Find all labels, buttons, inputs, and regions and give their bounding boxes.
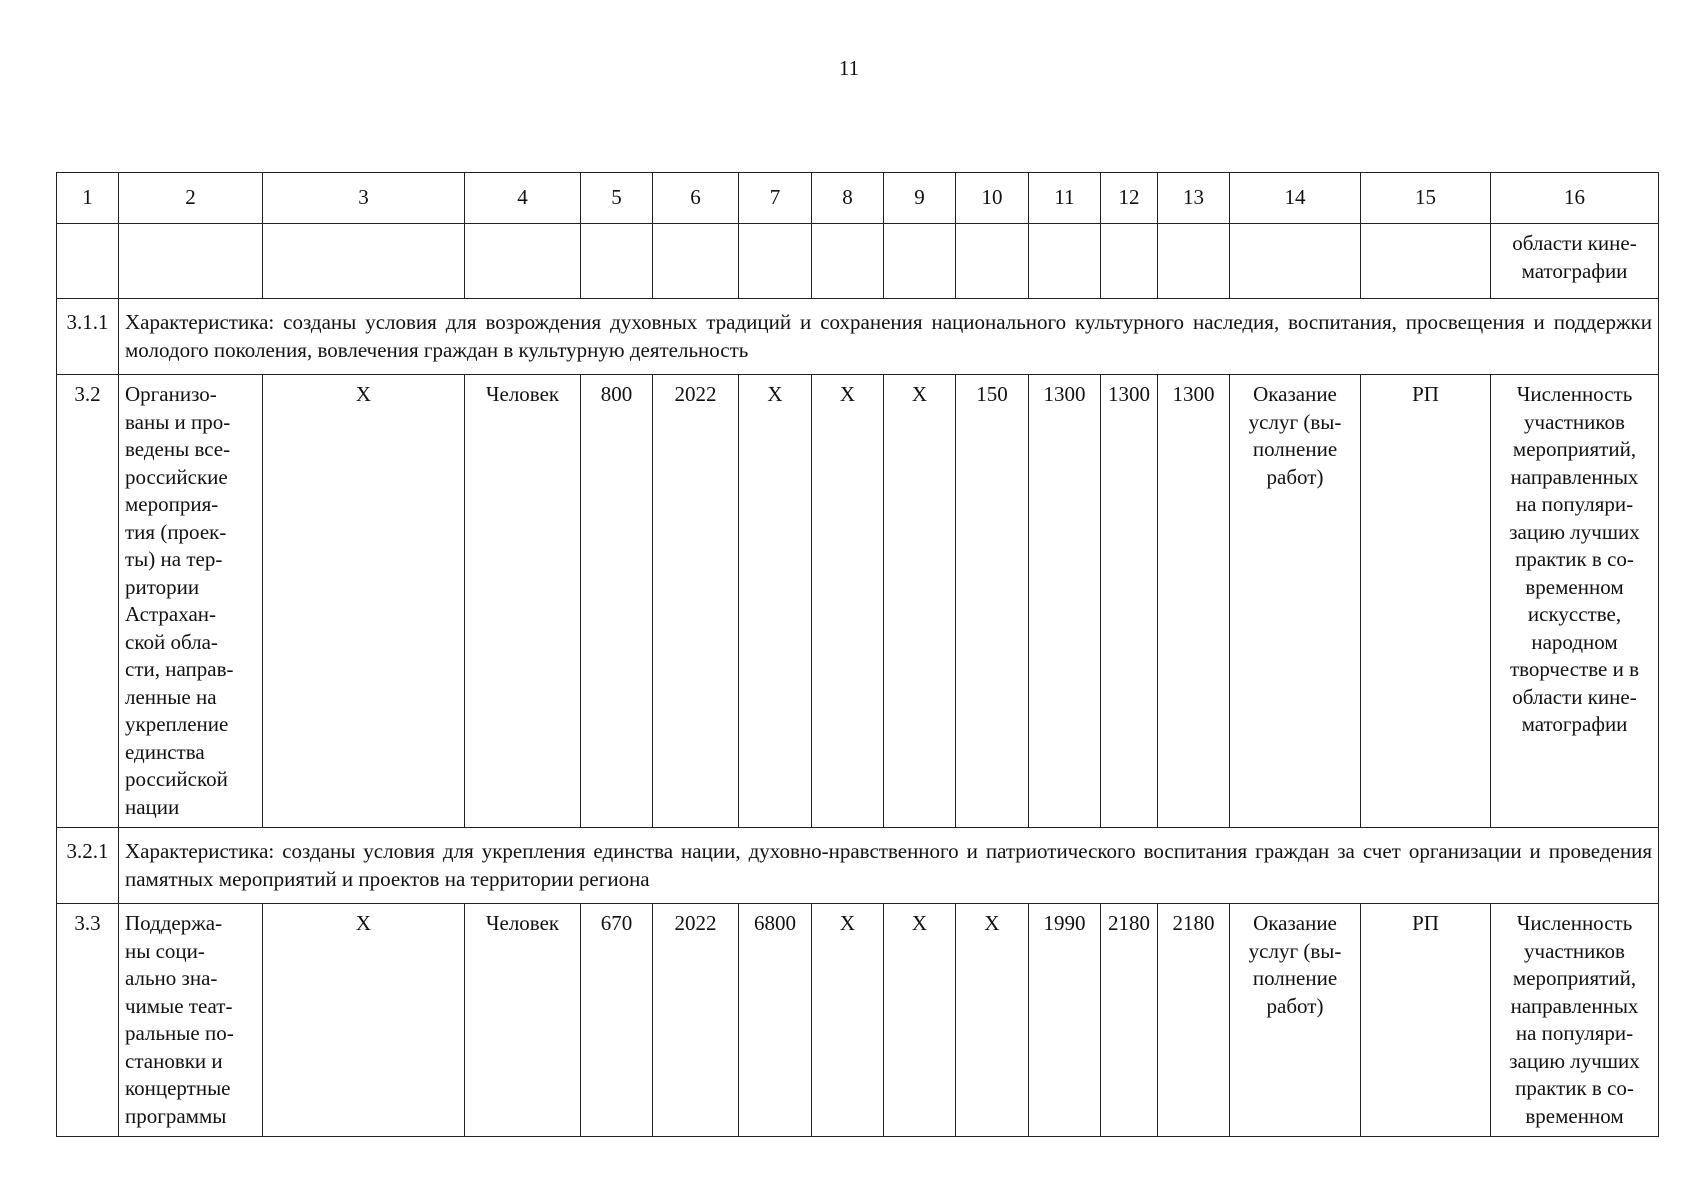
column-header: 13 — [1158, 173, 1230, 224]
column-header: 15 — [1361, 173, 1491, 224]
table-row — [57, 904, 1659, 1137]
column-header: 2 — [119, 173, 263, 224]
row-number: 3.3 — [57, 904, 119, 1137]
table-cell: 2022 — [653, 375, 739, 828]
table-cell: Х — [812, 904, 884, 1137]
table-cell: 1300 — [1101, 375, 1158, 828]
indicator-cell: Численность участников мероприятий, направленных на популяри- зацию лучших практик в со- временном — [1491, 904, 1659, 1137]
level-cell: РП — [1361, 904, 1491, 1137]
column-header: 14 — [1230, 173, 1361, 224]
table-cell: 2180 — [1101, 904, 1158, 1137]
table-cell: 150 — [956, 375, 1029, 828]
table-cell: 1300 — [1158, 375, 1230, 828]
table-cell — [465, 224, 581, 299]
row-number: 3.1.1 — [57, 299, 119, 375]
table-cell — [581, 224, 653, 299]
table-cell: 1990 — [1029, 904, 1101, 1137]
column-header: 3 — [263, 173, 465, 224]
table-cell — [1361, 224, 1491, 299]
characteristic-row — [57, 828, 1659, 904]
column-header: 6 — [653, 173, 739, 224]
continuation-row — [57, 224, 1659, 299]
table-cell: 2022 — [653, 904, 739, 1137]
measure-name: Поддержа- ны соци- ально зна- чимые теат- ральные по- становки и концертные программы — [119, 904, 263, 1137]
characteristic-text: Характеристика: созданы условия для возрождения духовных традиций и сохранения национального культурного наследия, воспитания, просвещения и поддержки молодого поколения, вовлечения граждан в культурную деятельность — [119, 299, 1659, 375]
table-cell — [1101, 224, 1158, 299]
table-cell: 800 — [581, 375, 653, 828]
table-cell — [884, 224, 956, 299]
measures-table — [56, 172, 1659, 1137]
table-cell — [653, 224, 739, 299]
column-header: 5 — [581, 173, 653, 224]
column-header: 10 — [956, 173, 1029, 224]
table-cell: 670 — [581, 904, 653, 1137]
table-row — [57, 375, 1659, 828]
table-cell — [812, 224, 884, 299]
column-header: 7 — [739, 173, 812, 224]
type-cell: Оказание услуг (вы- полнение работ) — [1230, 904, 1361, 1137]
column-header: 11 — [1029, 173, 1101, 224]
level-cell: РП — [1361, 375, 1491, 828]
unit-cell: Человек — [465, 904, 581, 1137]
characteristic-text: Характеристика: созданы условия для укрепления единства нации, духовно-нравственного и патриотического воспитания граждан за счет организации и проведения памятных мероприятий и проектов на территории региона — [119, 828, 1659, 904]
column-header: 16 — [1491, 173, 1659, 224]
measure-name: Организо- ваны и про- ведены все- российские мероприя- тия (проек- ты) на тер- ритории Астрахан- ской обла- сти, направ- ленные на укрепление единства российской нации — [119, 375, 263, 828]
column-header: 1 — [57, 173, 119, 224]
table-cell: 2180 — [1158, 904, 1230, 1137]
characteristic-row — [57, 299, 1659, 375]
table-cell — [263, 224, 465, 299]
column-header: 8 — [812, 173, 884, 224]
table-cell — [739, 224, 812, 299]
column-header: 9 — [884, 173, 956, 224]
table-cell — [1029, 224, 1101, 299]
table-header-row — [57, 173, 1659, 224]
unit-cell: Человек — [465, 375, 581, 828]
table-cell: Х — [263, 904, 465, 1137]
column-header: 12 — [1101, 173, 1158, 224]
indicator-cell: Численность участников мероприятий, направленных на популяри- зацию лучших практик в со- временном искусстве, народном творчестве и в области кине- матографии — [1491, 375, 1659, 828]
table-cell: 6800 — [739, 904, 812, 1137]
table-cell: Х — [739, 375, 812, 828]
table-cell — [1230, 224, 1361, 299]
table-cell — [1158, 224, 1230, 299]
table-cell: 1300 — [1029, 375, 1101, 828]
table-cell — [119, 224, 263, 299]
row-number: 3.2 — [57, 375, 119, 828]
column-header: 4 — [465, 173, 581, 224]
type-cell: Оказание услуг (вы- полнение работ) — [1230, 375, 1361, 828]
page-number: 11 — [838, 56, 860, 80]
table-cell: Х — [812, 375, 884, 828]
row-number: 3.2.1 — [57, 828, 119, 904]
table-cell — [956, 224, 1029, 299]
indicator-cell: области кине- матографии — [1491, 224, 1659, 299]
table-cell: Х — [884, 375, 956, 828]
table-cell: Х — [956, 904, 1029, 1137]
table-cell: Х — [884, 904, 956, 1137]
table-cell — [57, 224, 119, 299]
table-cell: Х — [263, 375, 465, 828]
